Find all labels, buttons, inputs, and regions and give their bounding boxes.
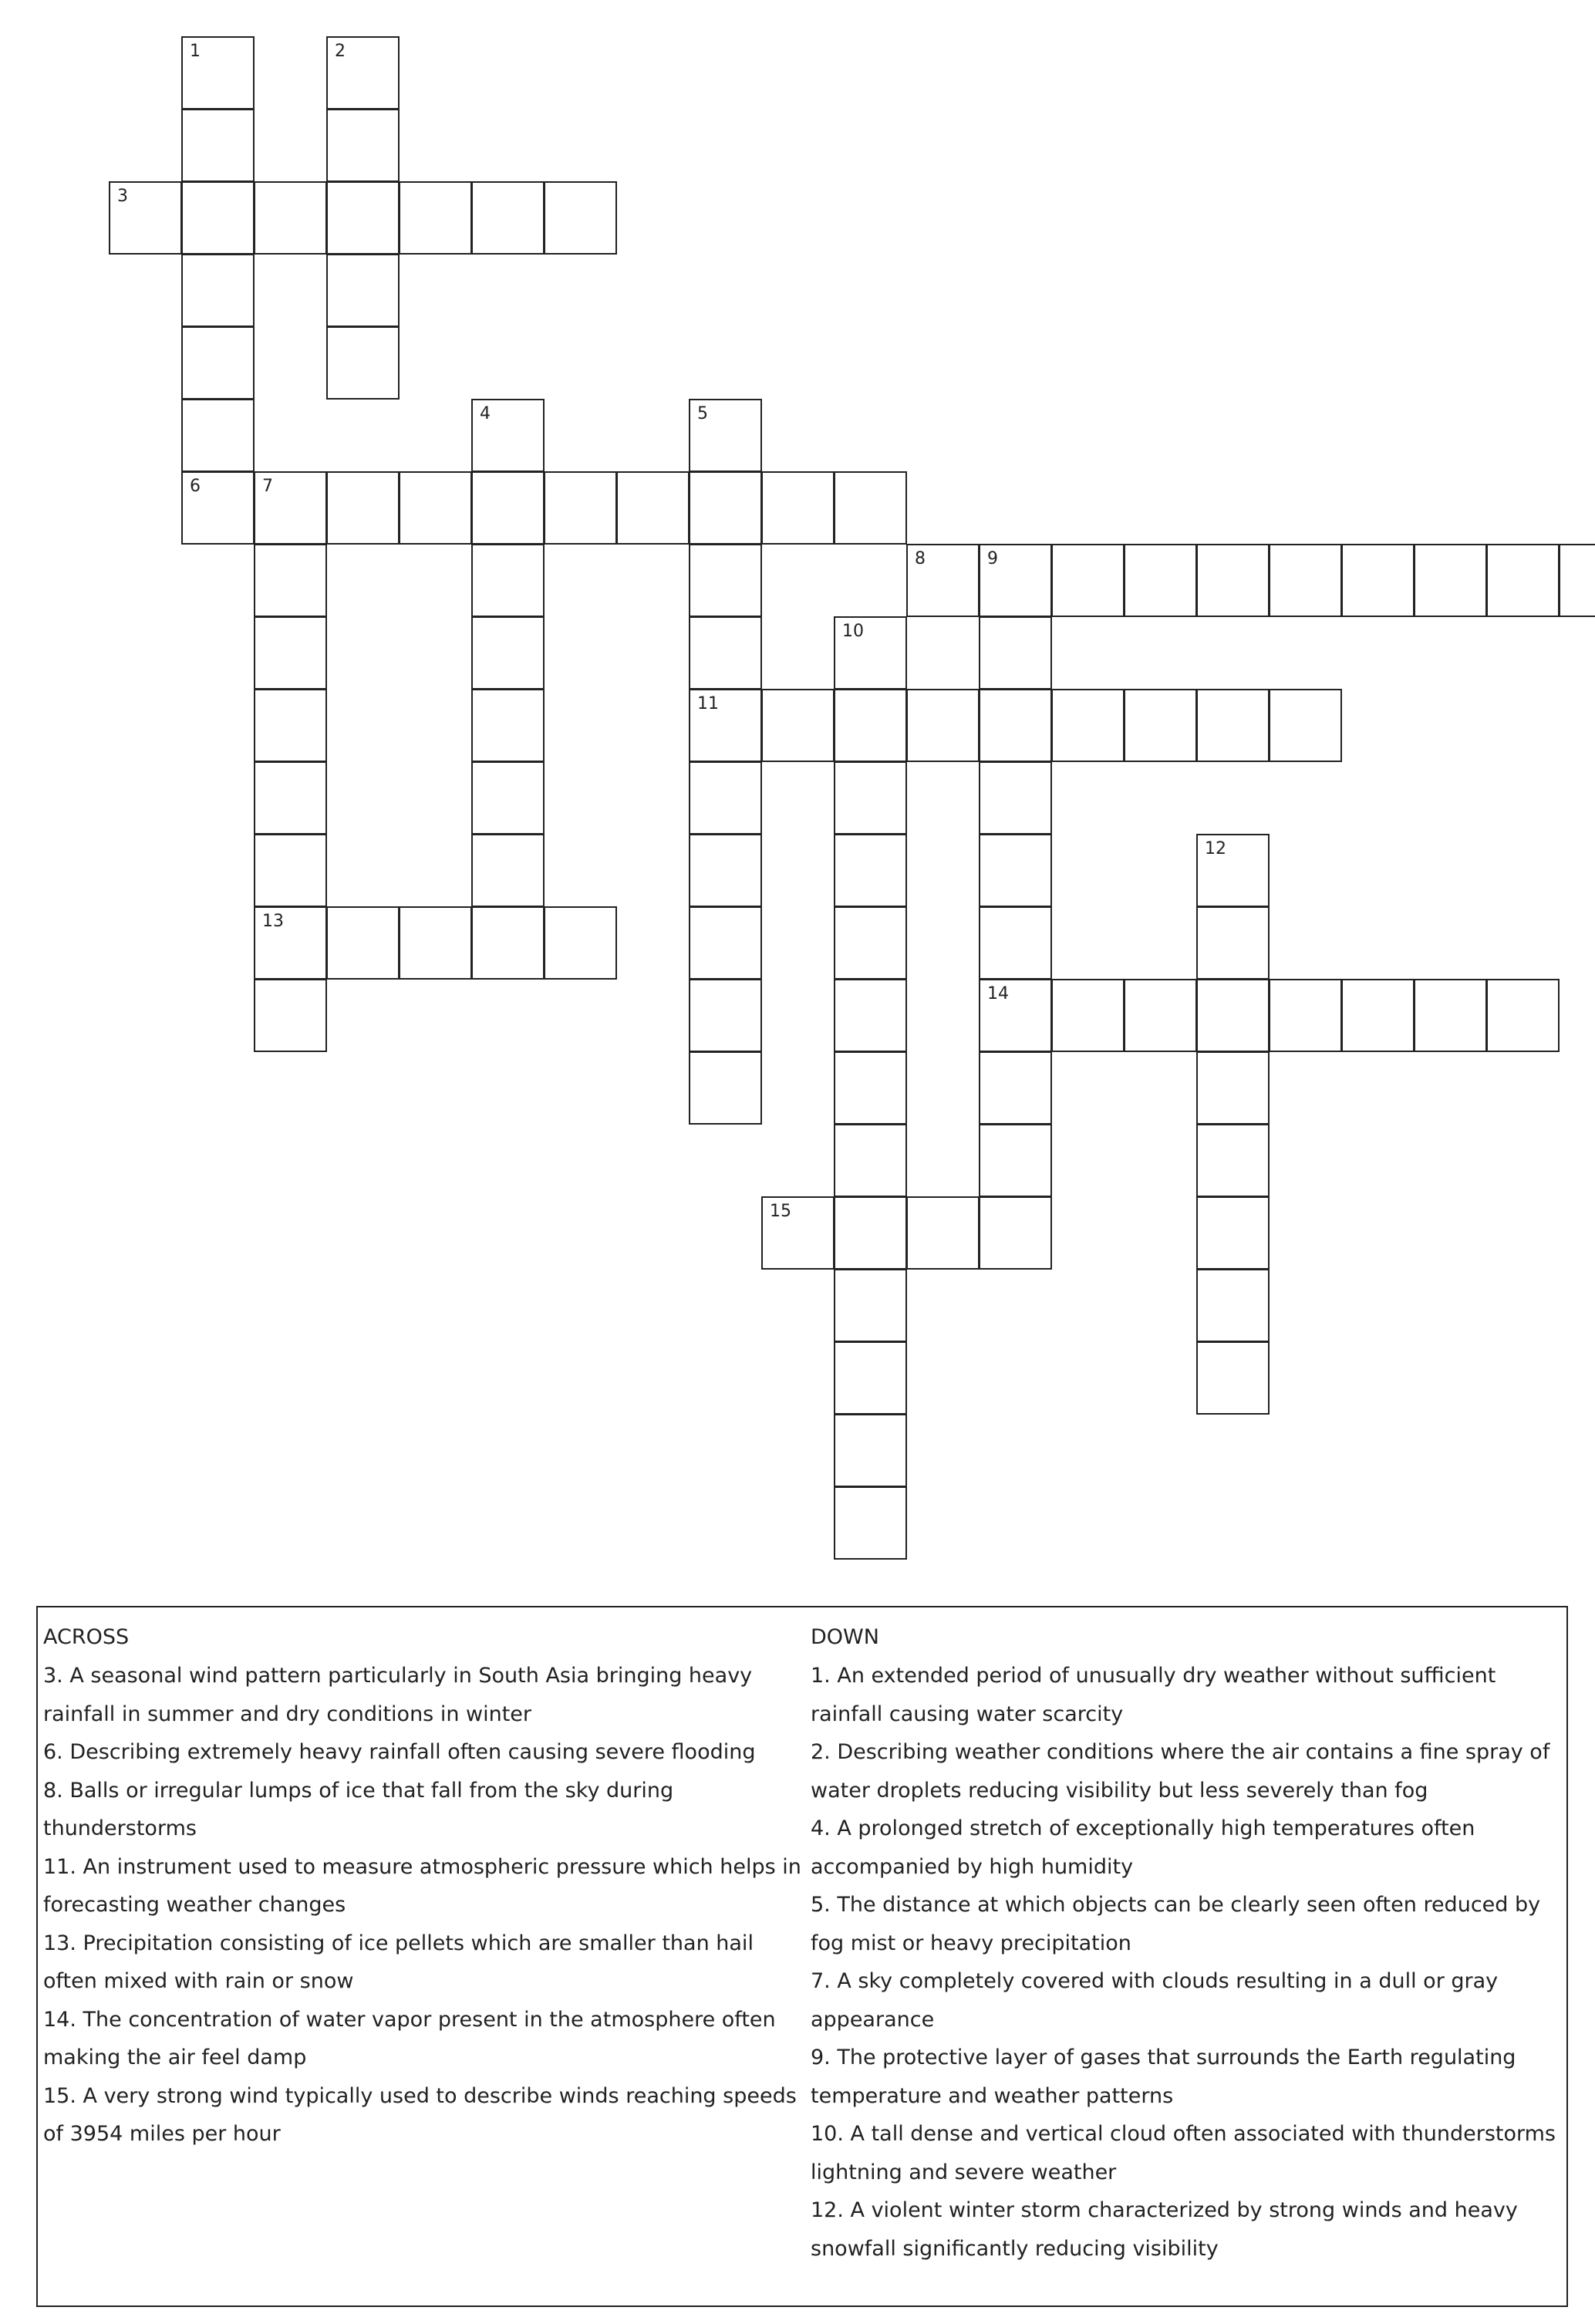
grid-cell[interactable] — [834, 906, 907, 980]
grid-cell[interactable] — [1486, 544, 1560, 617]
grid-cell[interactable] — [471, 181, 545, 255]
grid-cell[interactable] — [834, 1051, 907, 1125]
grid-cell[interactable] — [689, 544, 762, 617]
grid-cell[interactable] — [906, 544, 980, 617]
grid-cell[interactable] — [979, 689, 1052, 762]
grid-cell[interactable] — [1341, 979, 1415, 1052]
grid-cell[interactable] — [471, 399, 545, 472]
grid-cell[interactable] — [254, 616, 327, 690]
clue-number: 15 — [770, 1202, 791, 1221]
grid-cell[interactable] — [689, 399, 762, 472]
grid-cell[interactable] — [1269, 544, 1342, 617]
grid-cell[interactable] — [544, 471, 617, 545]
across-heading: ACROSS — [43, 1625, 130, 1649]
grid-cell[interactable] — [979, 1051, 1052, 1125]
grid-cell[interactable] — [326, 326, 400, 400]
grid-cell[interactable] — [1414, 544, 1487, 617]
grid-cell[interactable] — [1196, 1196, 1270, 1270]
clue-number: 7 — [262, 477, 273, 496]
clue-number: 4 — [480, 404, 491, 423]
grid-cell[interactable] — [326, 181, 400, 255]
grid-cell[interactable] — [1269, 689, 1342, 762]
clue-number: 2 — [335, 42, 346, 61]
grid-cell[interactable] — [181, 109, 255, 182]
grid-cell[interactable] — [1559, 544, 1595, 617]
grid-cell[interactable] — [689, 1051, 762, 1125]
grid-cell[interactable] — [834, 1269, 907, 1342]
grid-cell[interactable] — [689, 761, 762, 835]
grid-cell[interactable] — [471, 471, 545, 545]
grid-cell[interactable] — [254, 471, 327, 545]
clue-number: 1 — [190, 42, 201, 61]
grid-cell[interactable] — [616, 471, 690, 545]
down-clue: 7. A sky completely covered with clouds resulting in a dull or gray appearance — [811, 1969, 1499, 2032]
grid-cell[interactable] — [689, 689, 762, 762]
clue-number: 11 — [697, 694, 719, 713]
grid-cell[interactable] — [1051, 689, 1125, 762]
grid-cell[interactable] — [254, 834, 327, 907]
grid-cell[interactable] — [689, 906, 762, 980]
grid-cell[interactable] — [399, 906, 472, 980]
grid-cell[interactable] — [834, 1341, 907, 1415]
clue-number: 14 — [987, 984, 1009, 1003]
grid-cell[interactable] — [181, 36, 255, 110]
grid-cell[interactable] — [979, 834, 1052, 907]
grid-cell[interactable] — [1196, 1269, 1270, 1342]
grid-cell[interactable] — [834, 761, 907, 835]
grid-cell[interactable] — [1196, 1341, 1270, 1415]
grid-cell[interactable] — [834, 471, 907, 545]
grid-cell[interactable] — [326, 906, 400, 980]
down-clue: 10. A tall dense and vertical cloud often associated with thunderstorms lightning and severe weather — [811, 2122, 1556, 2184]
clue-number: 5 — [697, 404, 708, 423]
grid-cell[interactable] — [254, 544, 327, 617]
grid-cell[interactable] — [906, 689, 980, 762]
grid-cell[interactable] — [761, 689, 835, 762]
grid-cell[interactable] — [979, 1124, 1052, 1197]
grid-cell[interactable] — [689, 834, 762, 907]
down-clue: 5. The distance at which objects can be clearly seen often reduced by fog mist or heavy precipitation — [811, 1893, 1541, 1955]
grid-cell[interactable] — [689, 616, 762, 690]
grid-cell[interactable] — [761, 471, 835, 545]
grid-cell[interactable] — [689, 471, 762, 545]
grid-cell[interactable] — [326, 109, 400, 182]
grid-cell[interactable] — [1051, 979, 1125, 1052]
grid-cell[interactable] — [109, 181, 182, 255]
grid-cell[interactable] — [1341, 544, 1415, 617]
across-clue: 15. A very strong wind typically used to describe winds reaching speeds of 3954 miles per hour — [43, 2083, 797, 2146]
grid-cell[interactable] — [979, 906, 1052, 980]
grid-cell[interactable] — [254, 906, 327, 980]
clue-number: 12 — [1205, 839, 1226, 858]
grid-cell[interactable] — [834, 616, 907, 690]
grid-cell[interactable] — [326, 254, 400, 327]
grid-cell[interactable] — [399, 471, 472, 545]
grid-cell[interactable] — [834, 1414, 907, 1487]
grid-cell[interactable] — [834, 834, 907, 907]
grid-cell[interactable] — [471, 761, 545, 835]
grid-cell[interactable] — [834, 1124, 907, 1197]
grid-cell[interactable] — [254, 761, 327, 835]
across-clue: 11. An instrument used to measure atmospheric pressure which helps in forecasting weather changes — [43, 1854, 801, 1917]
grid-cell[interactable] — [1269, 979, 1342, 1052]
grid-cell[interactable] — [471, 616, 545, 690]
grid-cell[interactable] — [834, 689, 907, 762]
grid-cell[interactable] — [1196, 689, 1270, 762]
grid-cell[interactable] — [326, 471, 400, 545]
across-clue: 6. Describing extremely heavy rainfall often causing severe flooding — [43, 1740, 756, 1764]
grid-cell[interactable] — [979, 544, 1052, 617]
grid-cell[interactable] — [399, 181, 472, 255]
grid-cell[interactable] — [906, 1196, 980, 1270]
grid-cell[interactable] — [834, 1196, 907, 1270]
grid-cell[interactable] — [1124, 544, 1197, 617]
grid-cell[interactable] — [471, 544, 545, 617]
grid-cell[interactable] — [1196, 834, 1270, 907]
grid-cell[interactable] — [544, 181, 617, 255]
down-heading: DOWN — [811, 1625, 879, 1649]
grid-cell[interactable] — [979, 1196, 1052, 1270]
clue-number: 10 — [842, 622, 864, 641]
grid-cell[interactable] — [834, 1486, 907, 1560]
clue-number: 9 — [987, 549, 998, 568]
grid-cell[interactable] — [471, 689, 545, 762]
grid-cell[interactable] — [1196, 544, 1270, 617]
grid-cell[interactable] — [471, 834, 545, 907]
grid-cell[interactable] — [254, 979, 327, 1052]
grid-cell[interactable] — [1124, 689, 1197, 762]
grid-cell[interactable] — [1196, 906, 1270, 980]
across-clue: 3. A seasonal wind pattern particularly in South Asia bringing heavy rainfall in summer and dry conditions in winter — [43, 1664, 753, 1726]
across-clue: 14. The concentration of water vapor present in the atmosphere often making the air feel damp — [43, 2007, 776, 2069]
grid-cell[interactable] — [834, 979, 907, 1052]
grid-cell[interactable] — [254, 689, 327, 762]
down-clue: 4. A prolonged stretch of exceptionally high temperatures often accompanied by high humidity — [811, 1816, 1475, 1879]
down-clue: 2. Describing weather conditions where the air contains a fine spray of water droplets reducing visibility but less severely than fog — [811, 1740, 1550, 1803]
grid-cell[interactable] — [1414, 979, 1487, 1052]
grid-cell[interactable] — [181, 326, 255, 400]
grid-cell[interactable] — [761, 1196, 835, 1270]
grid-cell[interactable] — [1196, 1124, 1270, 1197]
down-clue: 9. The protective layer of gases that surrounds the Earth regulating temperature and weather patterns — [811, 2046, 1516, 2108]
clue-number: 8 — [915, 549, 926, 568]
grid-cell[interactable] — [326, 36, 400, 110]
down-clue: 1. An extended period of unusually dry weather without sufficient rainfall causing water scarcity — [811, 1664, 1496, 1726]
grid-cell[interactable] — [1196, 1051, 1270, 1125]
grid-cell[interactable] — [689, 979, 762, 1052]
grid-cell[interactable] — [979, 761, 1052, 835]
grid-cell[interactable] — [254, 181, 327, 255]
clue-number: 13 — [262, 912, 284, 931]
grid-cell[interactable] — [1486, 979, 1560, 1052]
down-clue: 12. A violent winter storm characterized by strong winds and heavy snowfall significantly reducing visibility — [811, 2198, 1518, 2261]
clue-number: 3 — [117, 187, 128, 206]
grid-cell[interactable] — [1196, 979, 1270, 1052]
grid-cell[interactable] — [181, 181, 255, 255]
clue-number: 6 — [190, 477, 201, 496]
grid-cell[interactable] — [544, 906, 617, 980]
grid-cell[interactable] — [979, 616, 1052, 690]
across-clue: 8. Balls or irregular lumps of ice that fall from the sky during thunderstorms — [43, 1778, 674, 1840]
grid-cell[interactable] — [181, 399, 255, 472]
grid-cell[interactable] — [1051, 544, 1125, 617]
down-clues-column — [811, 1618, 1563, 2268]
grid-cell[interactable] — [181, 254, 255, 327]
clues-panel — [36, 1606, 1568, 2307]
across-clues-column — [43, 1618, 807, 2154]
grid-cell[interactable] — [979, 979, 1052, 1052]
grid-cell[interactable] — [1124, 979, 1197, 1052]
across-clue: 13. Precipitation consisting of ice pellets which are smaller than hail often mixed with rain or snow — [43, 1931, 754, 1993]
grid-cell[interactable] — [471, 906, 545, 980]
grid-cell[interactable] — [181, 471, 255, 545]
